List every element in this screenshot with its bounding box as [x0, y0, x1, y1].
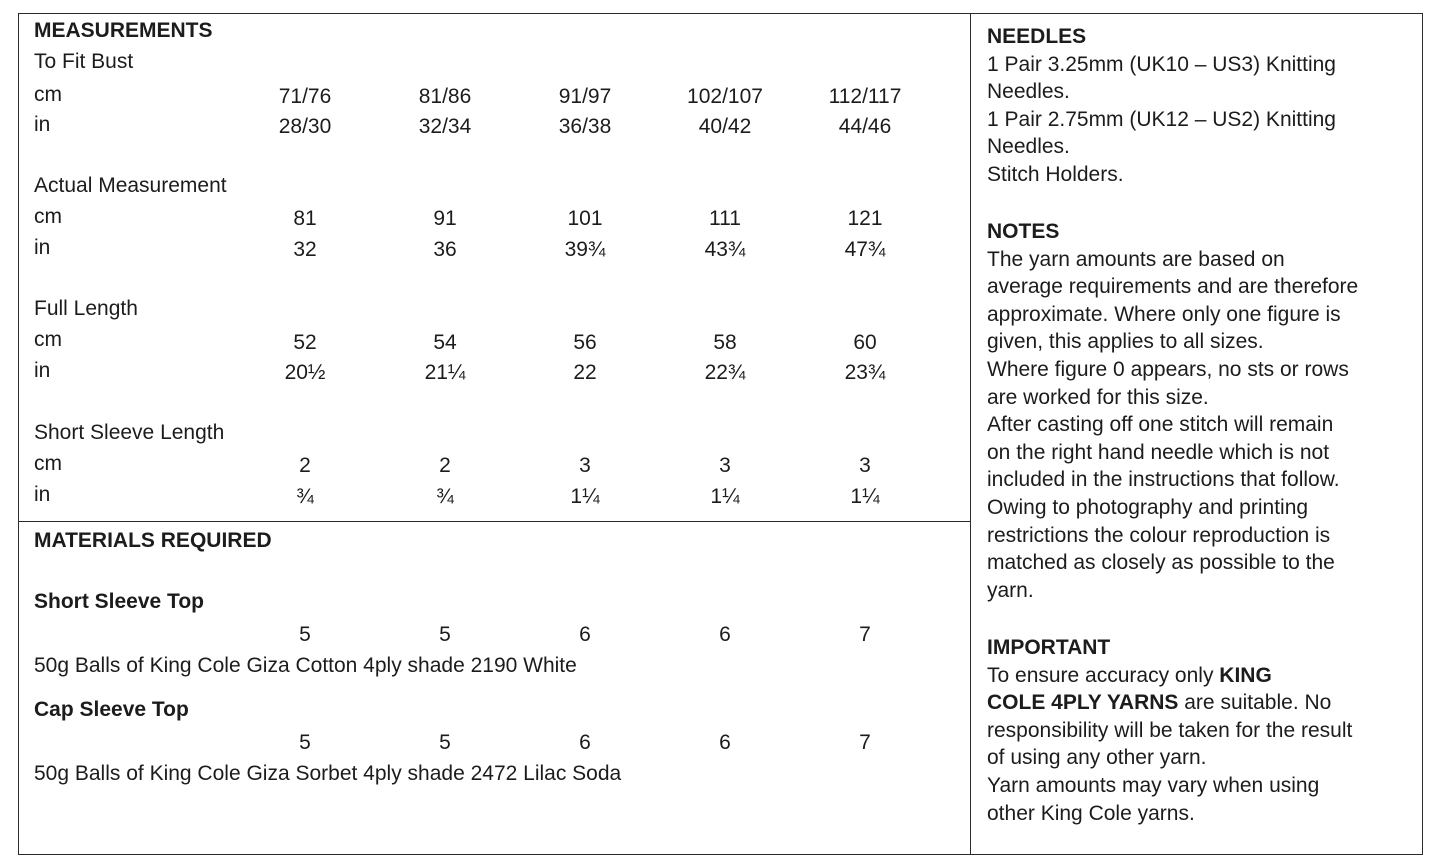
- notes-line: are worked for this size.: [987, 385, 1209, 409]
- full-length-label: Full Length: [34, 297, 138, 320]
- short-sleeve-amount: 7: [859, 623, 871, 646]
- important-text: To ensure accuracy only: [987, 663, 1220, 687]
- actual-cm-value: 81: [293, 207, 317, 230]
- bust-cm-value: 71/76: [278, 85, 332, 108]
- bust-cm-value: 102/107: [687, 85, 763, 108]
- materials-heading: MATERIALS REQUIRED: [34, 529, 272, 552]
- row-label-in: in: [34, 113, 51, 136]
- needles-line: Stitch Holders.: [987, 162, 1124, 186]
- needles-heading: NEEDLES: [987, 25, 1087, 48]
- bust-in-value: 28/30: [278, 115, 332, 138]
- notes-line: restrictions the colour reproduction is: [987, 523, 1331, 547]
- length-in-value: 20½: [284, 361, 326, 384]
- bust-in-value: 40/42: [698, 115, 752, 138]
- row-label-cm: cm: [34, 328, 62, 351]
- sleeve-in-value: ¾: [436, 485, 454, 508]
- section-divider: [18, 521, 971, 522]
- needles-line: Needles.: [987, 80, 1070, 104]
- sleeve-cm-value: 3: [859, 454, 871, 477]
- sleeve-cm-value: 3: [579, 454, 591, 477]
- length-in-value: 22¾: [704, 361, 746, 384]
- notes-section: [987, 218, 1417, 604]
- notes-line: average requirements and are therefore: [987, 275, 1359, 299]
- length-cm-value: 54: [433, 331, 457, 354]
- actual-in-value: 47¾: [844, 238, 886, 261]
- cap-sleeve-amount: 5: [439, 731, 451, 754]
- row-label-in: in: [34, 236, 51, 259]
- notes-line: yarn.: [987, 578, 1034, 602]
- measurements-heading: MEASUREMENTS: [34, 19, 213, 42]
- important-heading: IMPORTANT: [987, 636, 1111, 659]
- row-label-cm: cm: [34, 205, 62, 228]
- length-cm-value: 58: [713, 331, 737, 354]
- important-line: other King Cole yarns.: [987, 801, 1195, 825]
- length-in-value: 23¾: [844, 361, 886, 384]
- important-line: responsibility will be taken for the result: [987, 718, 1353, 742]
- important-line: Yarn amounts may vary when using: [987, 773, 1320, 797]
- row-label-in: in: [34, 359, 51, 382]
- actual-in-value: 36: [433, 238, 457, 261]
- notes-line: included in the instructions that follow.: [987, 468, 1340, 492]
- brand-emphasis: KING: [1219, 663, 1272, 687]
- needles-section: [987, 23, 1417, 189]
- sleeve-cm-value: 2: [299, 454, 311, 477]
- column-divider: [970, 13, 971, 855]
- length-cm-value: 52: [293, 331, 317, 354]
- length-in-value: 21¼: [424, 361, 466, 384]
- important-section: [987, 634, 1417, 827]
- short-sleeve-amount: 5: [439, 623, 451, 646]
- important-line: of using any other yarn.: [987, 746, 1207, 770]
- notes-line: Where figure 0 appears, no sts or rows: [987, 357, 1349, 381]
- important-line: [987, 662, 1417, 690]
- sleeve-cm-value: 2: [439, 454, 451, 477]
- cap-sleeve-yarn: 50g Balls of King Cole Giza Sorbet 4ply shade 2472 Lilac Soda: [34, 762, 622, 785]
- sleeve-in-value: ¾: [296, 485, 314, 508]
- actual-cm-value: 101: [567, 207, 603, 230]
- cap-sleeve-amount: 5: [299, 731, 311, 754]
- sleeve-cm-value: 3: [719, 454, 731, 477]
- important-text: are suitable. No: [1178, 691, 1332, 715]
- notes-line: matched as closely as possible to the: [987, 551, 1335, 575]
- short-sleeve-amount: 6: [719, 623, 731, 646]
- cap-sleeve-amount: 6: [579, 731, 591, 754]
- notes-heading: NOTES: [987, 220, 1060, 243]
- length-in-value: 22: [573, 361, 597, 384]
- short-sleeve-amount: 5: [299, 623, 311, 646]
- to-fit-bust-label: To Fit Bust: [34, 50, 134, 73]
- bust-cm-value: 91/97: [558, 85, 612, 108]
- row-label-cm: cm: [34, 452, 62, 475]
- short-sleeve-top-label: Short Sleeve Top: [34, 590, 204, 613]
- bust-cm-value: 112/117: [828, 85, 902, 108]
- row-label-in: in: [34, 483, 51, 506]
- bust-in-value: 32/34: [418, 115, 472, 138]
- bust-in-value: 36/38: [558, 115, 612, 138]
- actual-cm-value: 91: [433, 207, 457, 230]
- bust-in-value: 44/46: [838, 115, 892, 138]
- sleeve-in-value: 1¼: [850, 485, 880, 508]
- needles-line: Needles.: [987, 135, 1070, 159]
- short-sleeve-amount: 6: [579, 623, 591, 646]
- notes-line: The yarn amounts are based on: [987, 247, 1285, 271]
- actual-in-value: 43¾: [704, 238, 746, 261]
- row-label-cm: cm: [34, 83, 62, 106]
- notes-line: After casting off one stitch will remain: [987, 413, 1334, 437]
- sleeve-length-label: Short Sleeve Length: [34, 421, 225, 444]
- length-cm-value: 60: [853, 331, 877, 354]
- actual-in-value: 32: [293, 238, 317, 261]
- actual-in-value: 39¾: [564, 238, 606, 261]
- needles-line: 1 Pair 2.75mm (UK12 – US2) Knitting: [987, 107, 1336, 131]
- short-sleeve-yarn: 50g Balls of King Cole Giza Cotton 4ply shade 2190 White: [34, 654, 577, 677]
- actual-measurement-label: Actual Measurement: [34, 174, 227, 197]
- notes-line: approximate. Where only one figure is: [987, 302, 1341, 326]
- cap-sleeve-top-label: Cap Sleeve Top: [34, 698, 189, 721]
- cap-sleeve-amount: 7: [859, 731, 871, 754]
- sleeve-in-value: 1¼: [570, 485, 600, 508]
- actual-cm-value: 121: [847, 207, 883, 230]
- brand-emphasis: COLE 4PLY YARNS: [987, 691, 1179, 715]
- notes-line: on the right hand needle which is not: [987, 440, 1330, 464]
- cap-sleeve-amount: 6: [719, 731, 731, 754]
- sleeve-in-value: 1¼: [710, 485, 740, 508]
- actual-cm-value: 111: [709, 207, 741, 230]
- length-cm-value: 56: [573, 331, 597, 354]
- important-line: [987, 689, 1417, 717]
- needles-line: 1 Pair 3.25mm (UK10 – US3) Knitting: [987, 52, 1336, 76]
- bust-cm-value: 81/86: [418, 85, 472, 108]
- notes-line: given, this applies to all sizes.: [987, 330, 1264, 354]
- notes-line: Owing to photography and printing: [987, 495, 1309, 519]
